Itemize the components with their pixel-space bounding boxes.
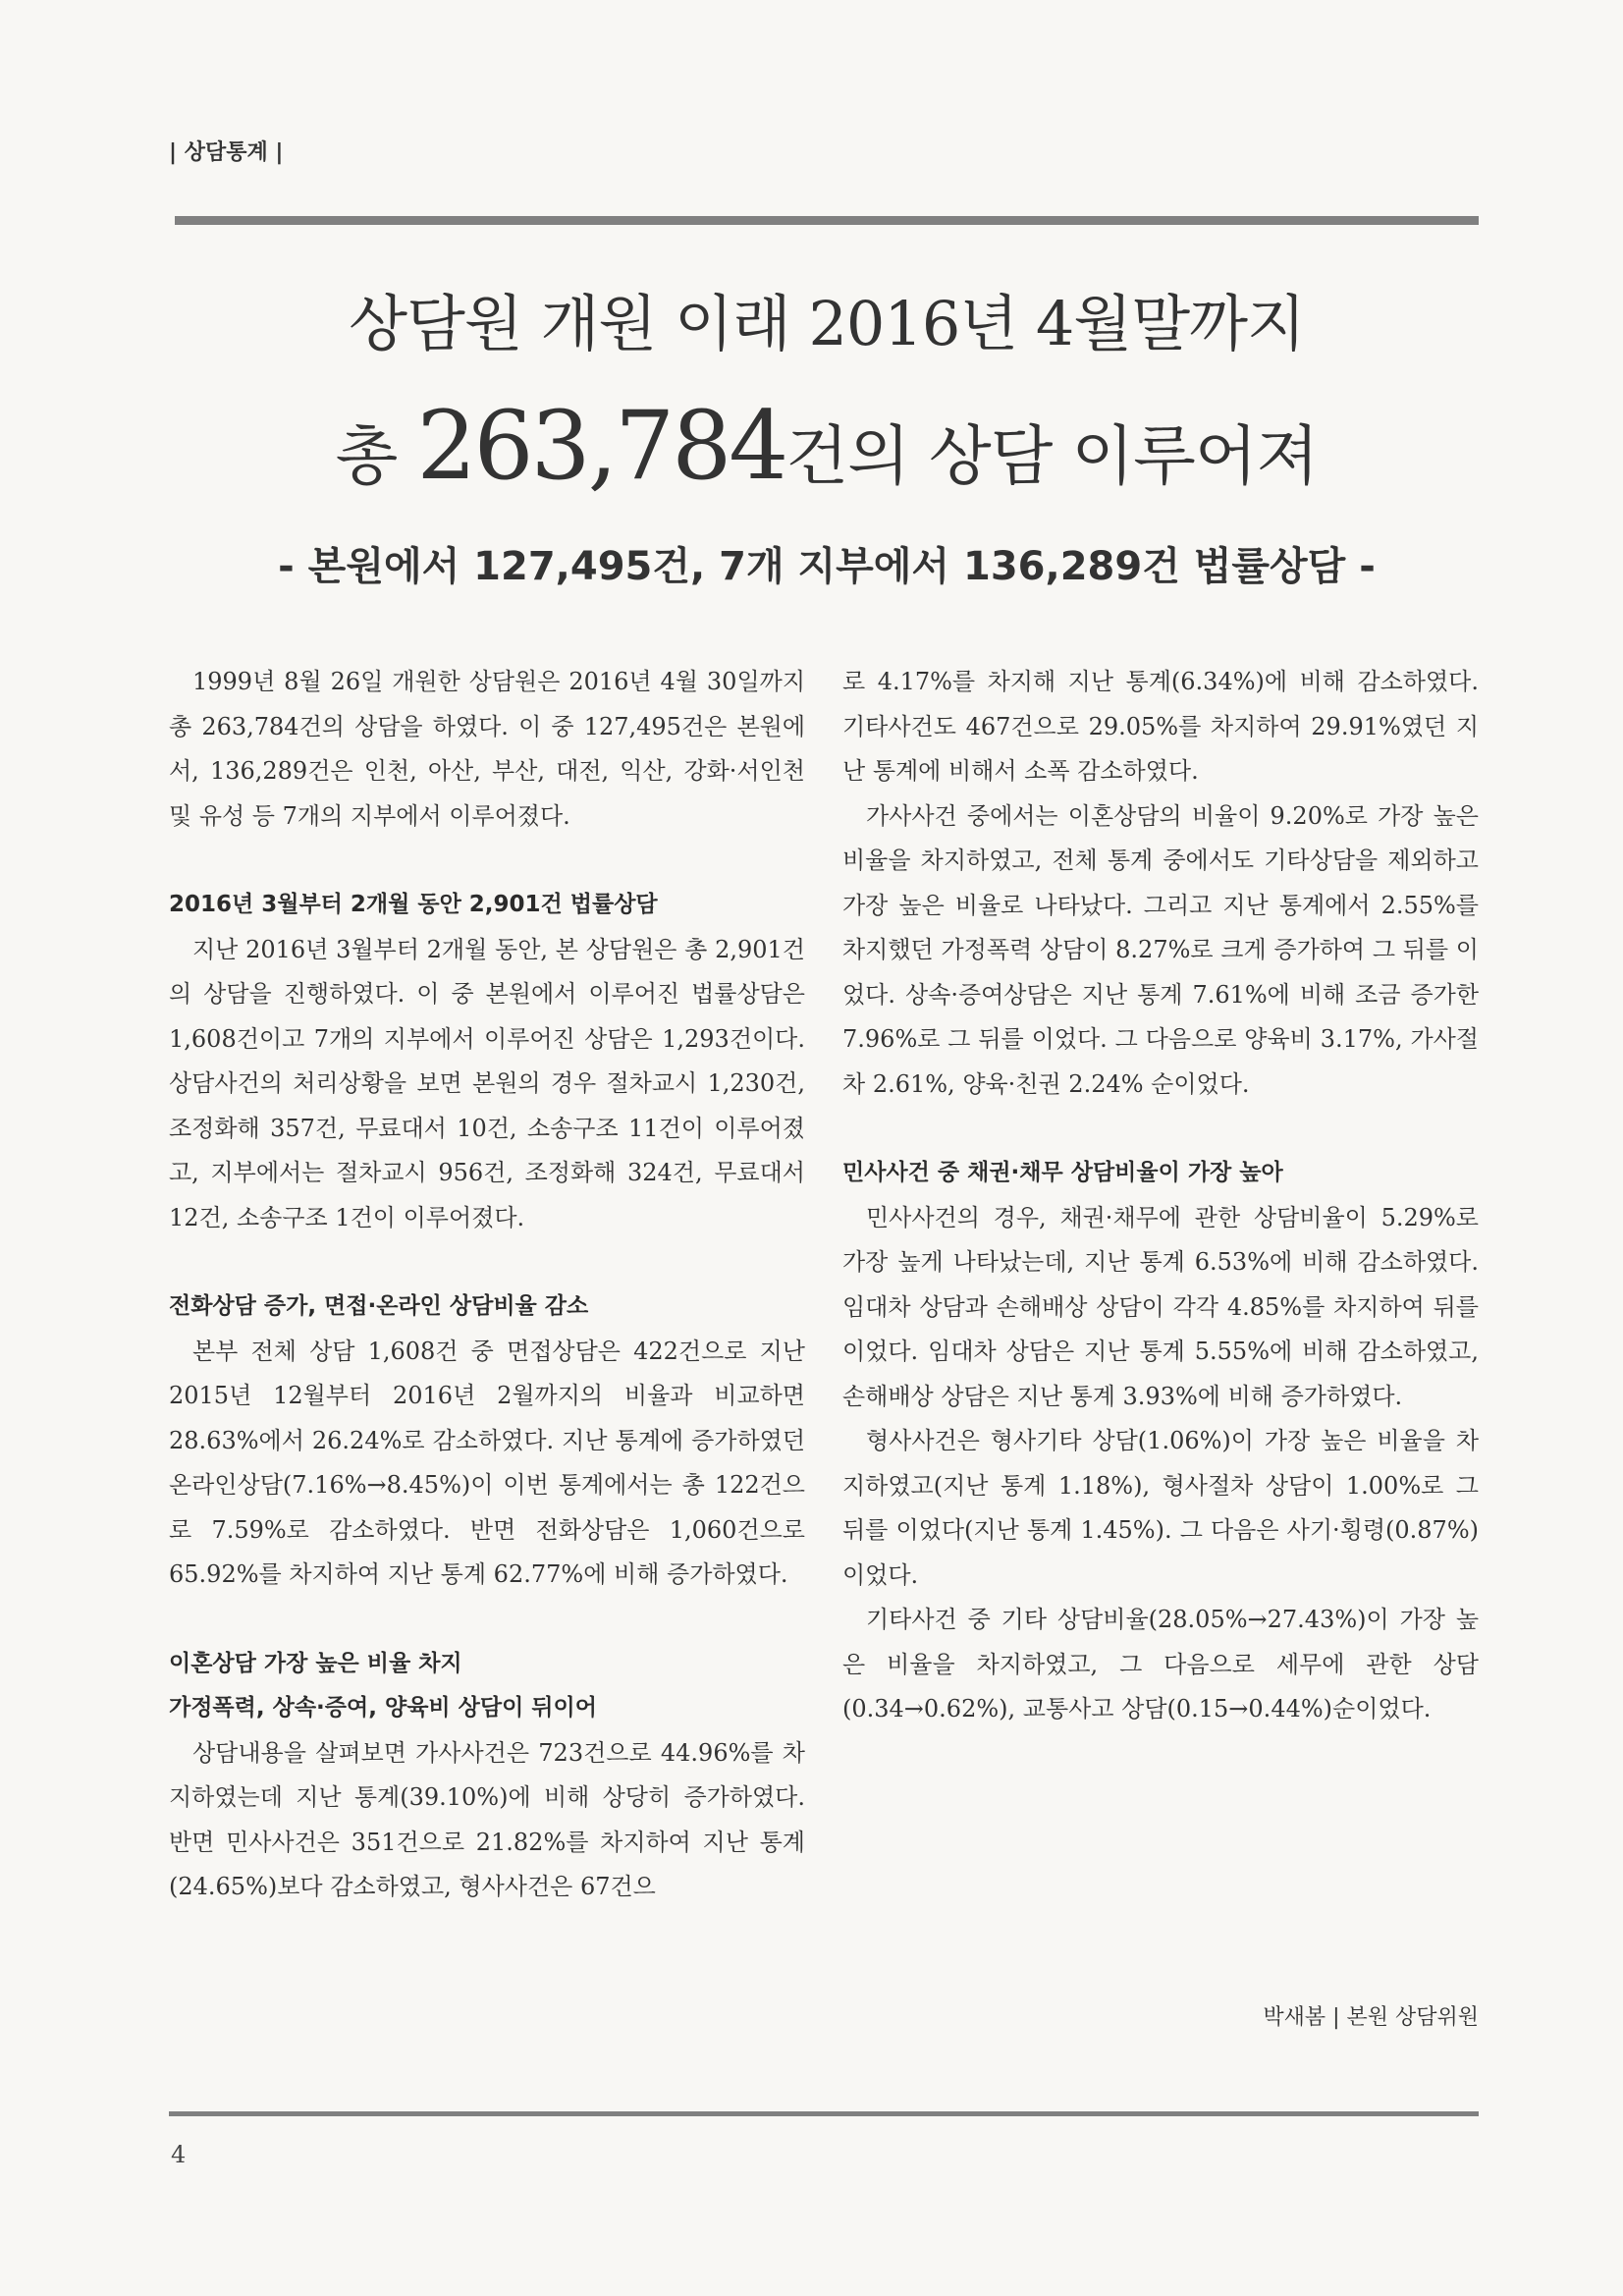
header-rule xyxy=(175,216,1479,225)
paragraph-two-month-summary: 지난 2016년 3월부터 2개월 동안, 본 상담원은 총 2,901건의 상담을 진행하였다. 이 중 본원에서 이루어진 법률상담은 1,608건이고 7개의 지부에서 이루어진 상담은 1,293건이다. 상담사건의 처리상황을 보면 본원의 경우 절차교시 1,230건, 조정화해 357건, 무료대서 10건, 소송구조 11건이 이루어졌고, 지부에서는 절차교시 956건, 조정화해 324건, 무료대서 12건, 소송구조 1건이 이루어졌다. xyxy=(169,935,805,1231)
title-prefix: 총 xyxy=(335,418,417,494)
heading-divorce: 이혼상담 가장 높은 비율 차지 xyxy=(169,1650,462,1676)
paragraph-phone-consultation: 본부 전체 상담 1,608건 중 면접상담은 422건으로 지난 2015년 12월부터 2016년 2월까지의 비율과 비교하면 28.63%에서 26.24%로 감소하였다. 지난 통계에 증가하였던 온라인상담(7.16%→8.45%)이 이번 통계에서는 총 122건으로 7.59%로 감소하였다. 반면 전화상담은 1,060건으로 65.92%를 차지하여 지난 통계 62.77%에 비해 증가하였다. xyxy=(169,1337,805,1588)
heading-phone-consultation: 전화상담 증가, 면접·온라인 상담비율 감소 xyxy=(169,1293,589,1319)
heading-two-month-summary: 2016년 3월부터 2개월 동안 2,901건 법률상담 xyxy=(169,892,658,917)
article-title-line2 xyxy=(175,391,1479,501)
heading-civil-cases: 민사사건 중 채권·채무 상담비율이 가장 높아 xyxy=(842,1160,1283,1185)
footer-rule xyxy=(169,2111,1479,2116)
title-suffix: 건의 상담 이루어져 xyxy=(785,418,1319,494)
paragraph-family-cases: 상담내용을 살펴보면 가사사건은 723건으로 44.96%를 차지하였는데 지난 통계(39.10%)에 비해 상당히 증가하였다. 반면 민사사건은 351건으로 21.82%를 차지하여 지난 통계(24.65%)보다 감소하였고, 형사사건은 67건으 xyxy=(169,1738,805,1900)
paragraph-criminal-cases: 형사사건은 형사기타 상담(1.06%)이 가장 높은 비율을 차지하였고(지난 통계 1.18%), 형사절차 상담이 1.00%로 그 뒤를 이었다(지난 통계 1.45%). 그 다음은 사기·횡령(0.87%)이었다. xyxy=(842,1427,1479,1589)
right-column xyxy=(842,660,1479,1732)
paragraph-civil-cases: 민사사건의 경우, 채권·채무에 관한 상담비율이 5.29%로 가장 높게 나타났는데, 지난 통계 6.53%에 비해 감소하였다. 임대차 상담과 손해배상 상담이 각각 4.85%를 차지하여 뒤를 이었다. 임대차 상담은 지난 통계 5.55%에 비해 감소하였고, 손해배상 상담은 지난 통계 3.93%에 비해 증가하였다. xyxy=(842,1203,1479,1410)
paragraph-other-cases: 기타사건 중 기타 상담비율(28.05%→27.43%)이 가장 높은 비율을 차지하였고, 그 다음으로 세무에 관한 상담(0.34→0.62%), 교통사고 상담(0.15→0.44%)순이었다. xyxy=(842,1606,1479,1722)
article-title-line1: 상담원 개원 이래 2016년 4월말까지 xyxy=(349,288,1305,359)
paragraph-family-cases-cont: 로 4.17%를 차지해 지난 통계(6.34%)에 비해 감소하였다. 기타사건도 467건으로 29.05%를 차지하여 29.91%였던 지난 통계에 비해서 소폭 감소하였다. xyxy=(842,668,1479,785)
page-number: 4 xyxy=(171,2141,187,2168)
intro-paragraph: 1999년 8월 26일 개원한 상담원은 2016년 4월 30일까지 총 263,784건의 상담을 하였다. 이 중 127,495건은 본원에서, 136,289건은 인천, 아산, 부산, 대전, 익산, 강화·서인천 및 유성 등 7개의 지부에서 이루어졌다. xyxy=(169,668,805,830)
author-byline: 박새봄 | 본원 상담위원 xyxy=(1263,2005,1479,2030)
paragraph-family-breakdown: 가사사건 중에서는 이혼상담의 비율이 9.20%로 가장 높은 비율을 차지하였고, 전체 통계 중에서도 기타상담을 제외하고 가장 높은 비율로 나타났다. 그리고 지난 통계에서 2.55%를 차지했던 가정폭력 상담이 8.27%로 크게 증가하여 그 뒤를 이었다. 상속·증여상담은 지난 통계 7.61%에 비해 조금 증가한 7.96%로 그 뒤를 이었다. 그 다음으로 양육비 3.17%, 가사절차 2.61%, 양육·친권 2.24% 순이었다. xyxy=(842,801,1479,1098)
article-subtitle: - 본원에서 127,495건, 7개 지부에서 136,289건 법률상담 - xyxy=(278,544,1376,589)
title-total-count: 263,784 xyxy=(416,391,786,501)
heading-domestic: 가정폭력, 상속·증여, 양육비 상담이 뒤이어 xyxy=(169,1695,597,1721)
section-tag: | 상담통계 | xyxy=(169,140,284,165)
left-column xyxy=(169,660,805,1910)
